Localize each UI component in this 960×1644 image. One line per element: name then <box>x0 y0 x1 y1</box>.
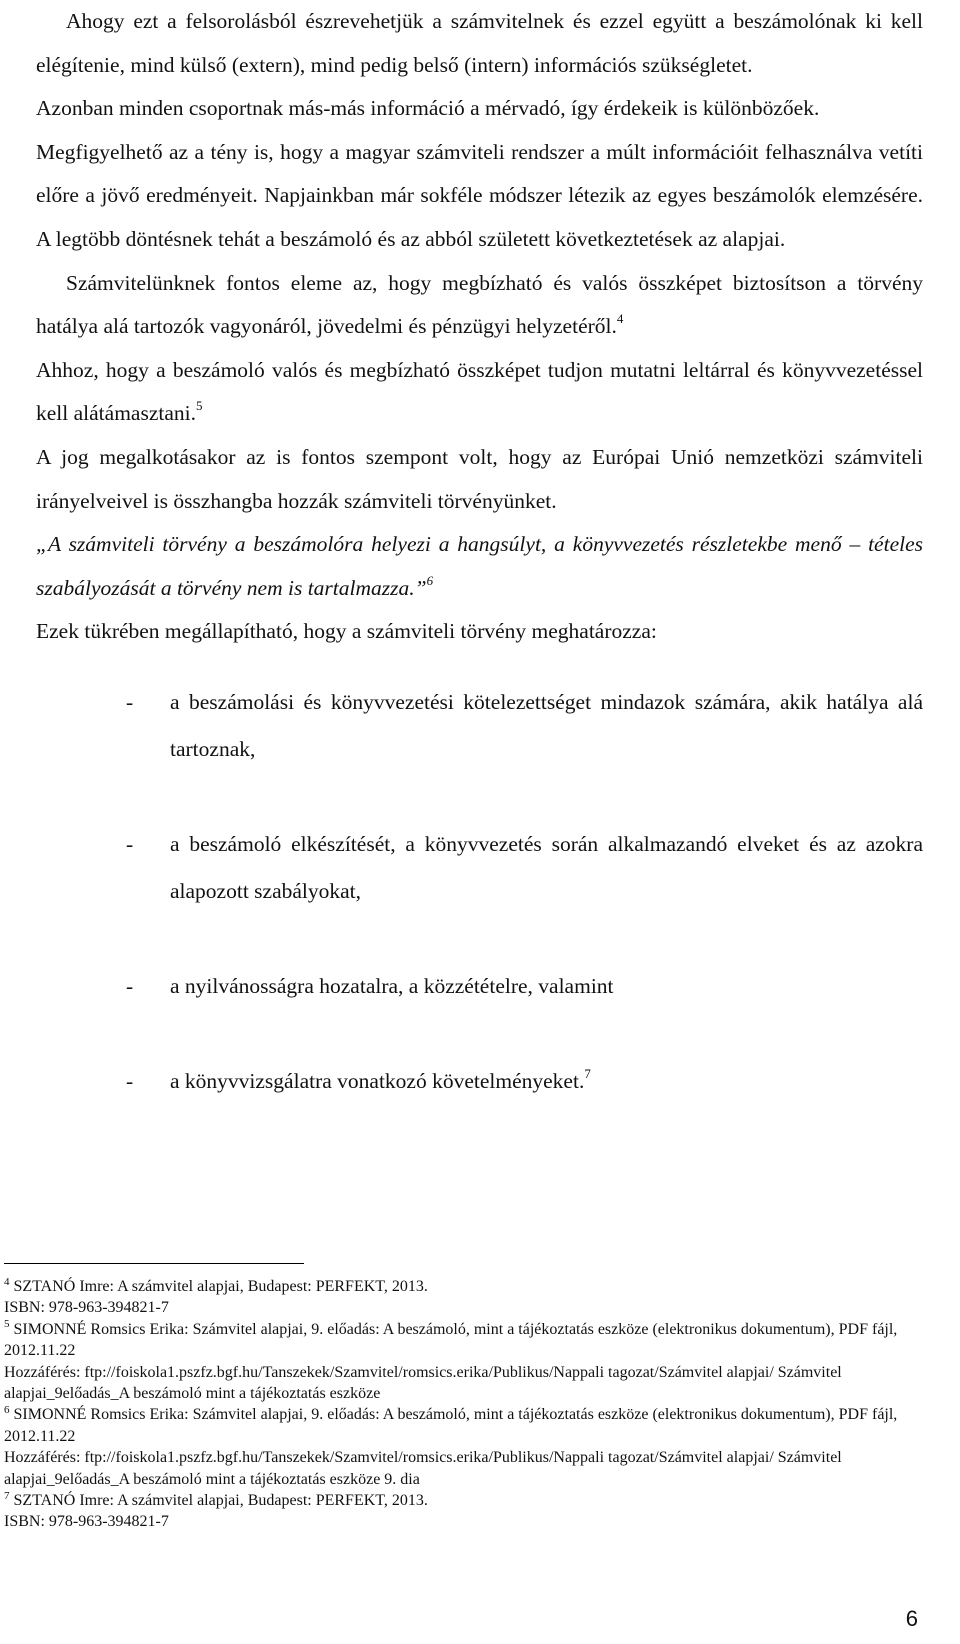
footnote-6-line-1 <box>4 1404 934 1447</box>
footnote-text: SZTANÓ Imre: A számvitel alapjai, Budapest: PERFEKT, 2013. <box>13 1492 428 1510</box>
quotation <box>36 523 923 610</box>
paragraph-5 <box>36 349 923 436</box>
footnote-number: 5 <box>4 1318 10 1331</box>
paragraph-5-text: Ahhoz, hogy a beszámoló valós és megbízható összképet tudjon mutatni leltárral és könyvvezetéssel kell alátámasztani. <box>36 357 923 426</box>
footnote-5-line-1 <box>4 1319 934 1362</box>
footnote-ref-5: 5 <box>195 398 203 414</box>
list-dash: - <box>126 1068 134 1093</box>
footnote-number: 7 <box>4 1489 10 1502</box>
paragraph-3: Megfigyelhető az a tény is, hogy a magyar számviteli rendszer a múlt információit felhasználva vetíti előre a jövő eredményeit. Napjainkban már sokféle módszer létezik az egyes beszámolók elemzésére. A legtöbb döntésnek tehát a beszámoló és az abból született következtetések az alapjai. <box>36 139 923 251</box>
list-dash: - <box>126 973 134 998</box>
quotation-text: „A számviteli törvény a beszámolóra helyezi a hangsúlyt, a könyvvezetés részletekbe menő – tételes szabályozását a törvény nem is tartalmazza.” <box>36 532 923 600</box>
footnote-6-line-2: Hozzáférés: ftp://foiskola1.pszfz.bgf.hu/Tanszekek/Szamvitel/romsics.erika/Publikus/Nappali tagozat/Számvitel alapjai/ Számvitel alapjai_9előadás_A beszámoló mint a tájékoztatás eszköze 9. dia <box>4 1449 842 1488</box>
body-text <box>36 0 923 1105</box>
list-dash: - <box>126 831 134 856</box>
footnote-7-line-2: ISBN: 978-963-394821-7 <box>4 1513 169 1531</box>
list-item <box>36 679 923 773</box>
paragraph-4 <box>36 262 923 349</box>
paragraph-4-text: Számvitelünknek fontos eleme az, hogy megbízható és valós összképet biztosítson a törvény hatálya alá tartozók vagyonáról, jövedelmi és pénzügyi helyzetéről. <box>36 270 923 339</box>
list-item-text: a könyvvizsgálatra vonatkozó követelményeket. <box>170 1068 585 1093</box>
list-item-text: a nyilvánosságra hozatalra, a közzétételre, valamint <box>170 973 614 998</box>
footnote-ref-7: 7 <box>584 1065 591 1081</box>
paragraph-1: Ahogy ezt a felsorolásból észrevehetjük a számvitelnek és ezzel együtt a beszámolónak ki kell elégítenie, mind külső (extern), mind pedig belső (intern) információs szükségletet. <box>36 9 923 77</box>
list-item <box>36 963 923 1010</box>
requirements-list <box>36 679 923 1105</box>
footnote-text: SIMONNÉ Romsics Erika: Számvitel alapjai, 9. előadás: A beszámoló, mint a tájékoztatás eszköze (elektronikus dokumentum), PDF fájl, 2012.11.22 <box>4 1406 898 1445</box>
footnote-text: SZTANÓ Imre: A számvitel alapjai, Budapest: PERFEKT, 2013. <box>13 1278 428 1295</box>
footnote-5-line-2: Hozzáférés: ftp://foiskola1.pszfz.bgf.hu/Tanszekek/Szamvitel/romsics.erika/Publikus/Nappali tagozat/Számvitel alapjai/ Számvitel alapjai_9előadás_A beszámoló mint a tájékoztatás eszköze <box>4 1363 842 1403</box>
footnote-separator <box>4 1263 304 1264</box>
list-item-text: a beszámolási és könyvvezetési kötelezettséget mindazok számára, akik hatálya alá tartoznak, <box>170 689 923 761</box>
footnote-ref-6: 6 <box>426 572 434 588</box>
footnote-4-line-1 <box>4 1276 934 1297</box>
footnotes <box>4 1276 934 1533</box>
list-item <box>36 1058 923 1105</box>
paragraph-6: A jog megalkotásakor az is fontos szempont volt, hogy az Európai Unió nemzetközi számviteli irányelveivel is összhangba hozzák számviteli törvényünket. <box>36 444 923 513</box>
list-item <box>36 821 923 915</box>
footnote-number: 6 <box>4 1404 10 1417</box>
list-item-text: a beszámoló elkészítését, a könyvvezetés során alkalmazandó elveket és az azokra alapozott szabályokat, <box>170 831 923 903</box>
paragraph-2: Azonban minden csoportnak más-más információ a mérvadó, így érdekeik is különbözőek. <box>36 96 820 121</box>
footnote-4-line-2: ISBN: 978-963-394821-7 <box>4 1299 169 1317</box>
footnote-text: SIMONNÉ Romsics Erika: Számvitel alapjai, 9. előadás: A beszámoló, mint a tájékoztatás eszköze (elektronikus dokumentum), PDF fájl, 2012.11.22 <box>4 1320 898 1360</box>
list-dash: - <box>126 689 134 714</box>
footnote-7-line-1 <box>4 1490 934 1511</box>
page-number: 6 <box>905 1606 918 1631</box>
footnote-number: 4 <box>4 1275 10 1288</box>
paragraph-8: Ezek tükrében megállapítható, hogy a számviteli törvény meghatározza: <box>36 619 657 644</box>
footnote-ref-4: 4 <box>616 311 624 326</box>
